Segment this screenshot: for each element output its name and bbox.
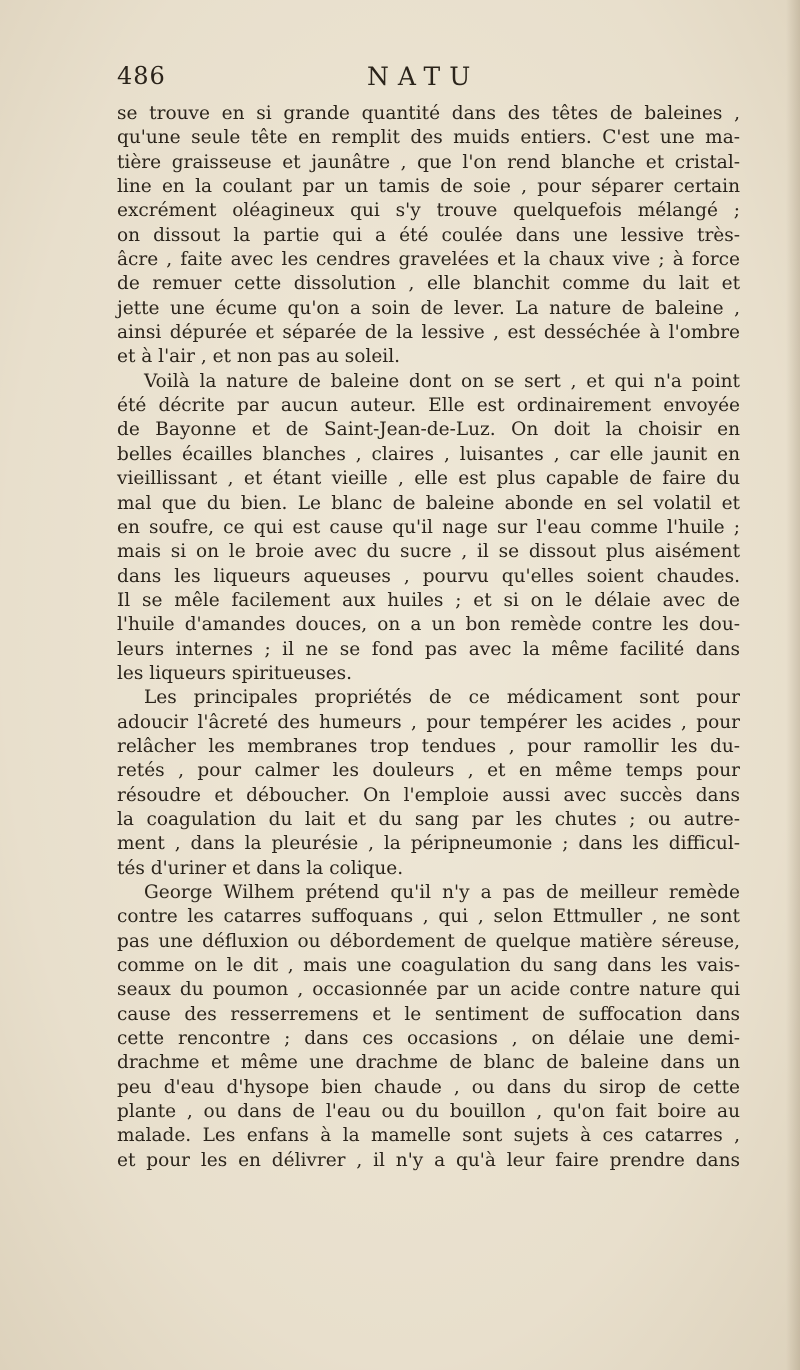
text-line: été décrite par aucun auteur. Elle est ordinairement envoyée (117, 395, 740, 417)
text-line: tière graisseuse et jaunâtre , que l'on rend blanche et cristal- (117, 151, 740, 173)
text-line: retés , pour calmer les douleurs , et en même temps pour (117, 760, 740, 782)
text-line: plante , ou dans de l'eau ou du bouillon , qu'on fait boire au (117, 1101, 740, 1123)
page-edge-shadow (786, 0, 800, 1370)
text-line: leurs internes ; il ne se fond pas avec la même facilité dans (117, 638, 740, 660)
text-line: drachme et même une drachme de blanc de baleine dans un (117, 1052, 740, 1074)
text-line: ment , dans la pleurésie , la péripneumonie ; dans les difficul- (117, 833, 740, 855)
text-line: qu'une seule tête en remplit des muids entiers. C'est une ma- (117, 127, 740, 149)
text-line: peu d'eau d'hysope bien chaude , ou dans du sirop de cette (117, 1076, 740, 1098)
text-line: la coagulation du lait et du sang par les chutes ; ou autre- (117, 808, 740, 830)
text-line: seaux du poumon , occasionnée par un acide contre nature qui (117, 979, 740, 1001)
text-line: de Bayonne et de Saint-Jean-de-Luz. On doit la choisir en (117, 419, 740, 441)
text-line: adoucir l'âcreté des humeurs , pour tempérer les acides , pour (117, 711, 740, 733)
text-line: comme on le dit , mais une coagulation du sang dans les vais- (117, 955, 740, 977)
text-line: jette une écume qu'on a soin de lever. La nature de baleine , (117, 297, 740, 319)
page-number: 486 (117, 62, 166, 90)
text-line: l'huile d'amandes douces, on a un bon remède contre les dou- (117, 614, 740, 636)
text-line: George Wilhem prétend qu'il n'y a pas de meilleur remède (144, 882, 740, 903)
text-line: pas une défluxion ou débordement de quelque matière séreuse, (117, 930, 740, 952)
text-line: les liqueurs spiritueuses. (117, 662, 352, 684)
page-header (117, 62, 737, 98)
text-line: mais si on le broie avec du sucre , il se dissout plus aisément (117, 541, 740, 563)
running-head: NATU (367, 62, 480, 91)
text-line: se trouve en si grande quantité dans des têtes de baleines , (117, 103, 740, 124)
text-line: relâcher les membranes trop tendues , pour ramollir les du- (117, 735, 740, 757)
text-line: et pour les en délivrer , il n'y a qu'à leur faire prendre dans (117, 1149, 740, 1171)
text-line: line en la coulant par un tamis de soie , pour séparer certain (117, 176, 740, 198)
text-line: résoudre et déboucher. On l'emploie aussi avec succès dans (117, 784, 740, 806)
text-line: tés d'uriner et dans la colique. (117, 857, 404, 879)
text-line: de remuer cette dissolution , elle blanchit comme du lait et (117, 273, 740, 295)
text-line: Voilà la nature de baleine dont on se sert , et qui n'a point (144, 370, 740, 392)
text-line: belles écailles blanches , claires , luisantes , car elle jaunit en (117, 443, 740, 465)
text-line: vieillissant , et étant vieille , elle est plus capable de faire du (117, 468, 740, 490)
text-line: ainsi dépurée et séparée de la lessive , est desséchée à l'ombre (117, 322, 740, 344)
text-line: excrément oléagineux qui s'y trouve quelquefois mélangé ; (117, 200, 740, 222)
text-line: cette rencontre ; dans ces occasions , on délaie une demi- (117, 1028, 740, 1050)
text-line: on dissout la partie qui a été coulée dans une lessive très- (117, 224, 740, 246)
text-line: contre les catarres suffoquans , qui , selon Ettmuller , ne sont (117, 906, 740, 928)
text-line: Les principales propriétés de ce médicament sont pour (144, 687, 740, 709)
body-text (117, 102, 740, 1173)
text-line: en soufre, ce qui est cause qu'il nage sur l'eau comme l'huile ; (117, 516, 740, 538)
text-line: et à l'air , et non pas au soleil. (117, 346, 401, 368)
text-line: mal que du bien. Le blanc de baleine abonde en sel volatil et (117, 492, 740, 514)
text-line: cause des resserremens et le sentiment de suffocation dans (117, 1003, 740, 1025)
text-line: âcre , faite avec les cendres gravelées et la chaux vive ; à force (117, 249, 740, 271)
text-line: Il se mêle facilement aux huiles ; et si on le délaie avec de (117, 589, 740, 611)
text-line: dans les liqueurs aqueuses , pourvu qu'elles soient chaudes. (117, 565, 740, 587)
text-line: malade. Les enfans à la mamelle sont sujets à ces catarres , (117, 1125, 740, 1147)
